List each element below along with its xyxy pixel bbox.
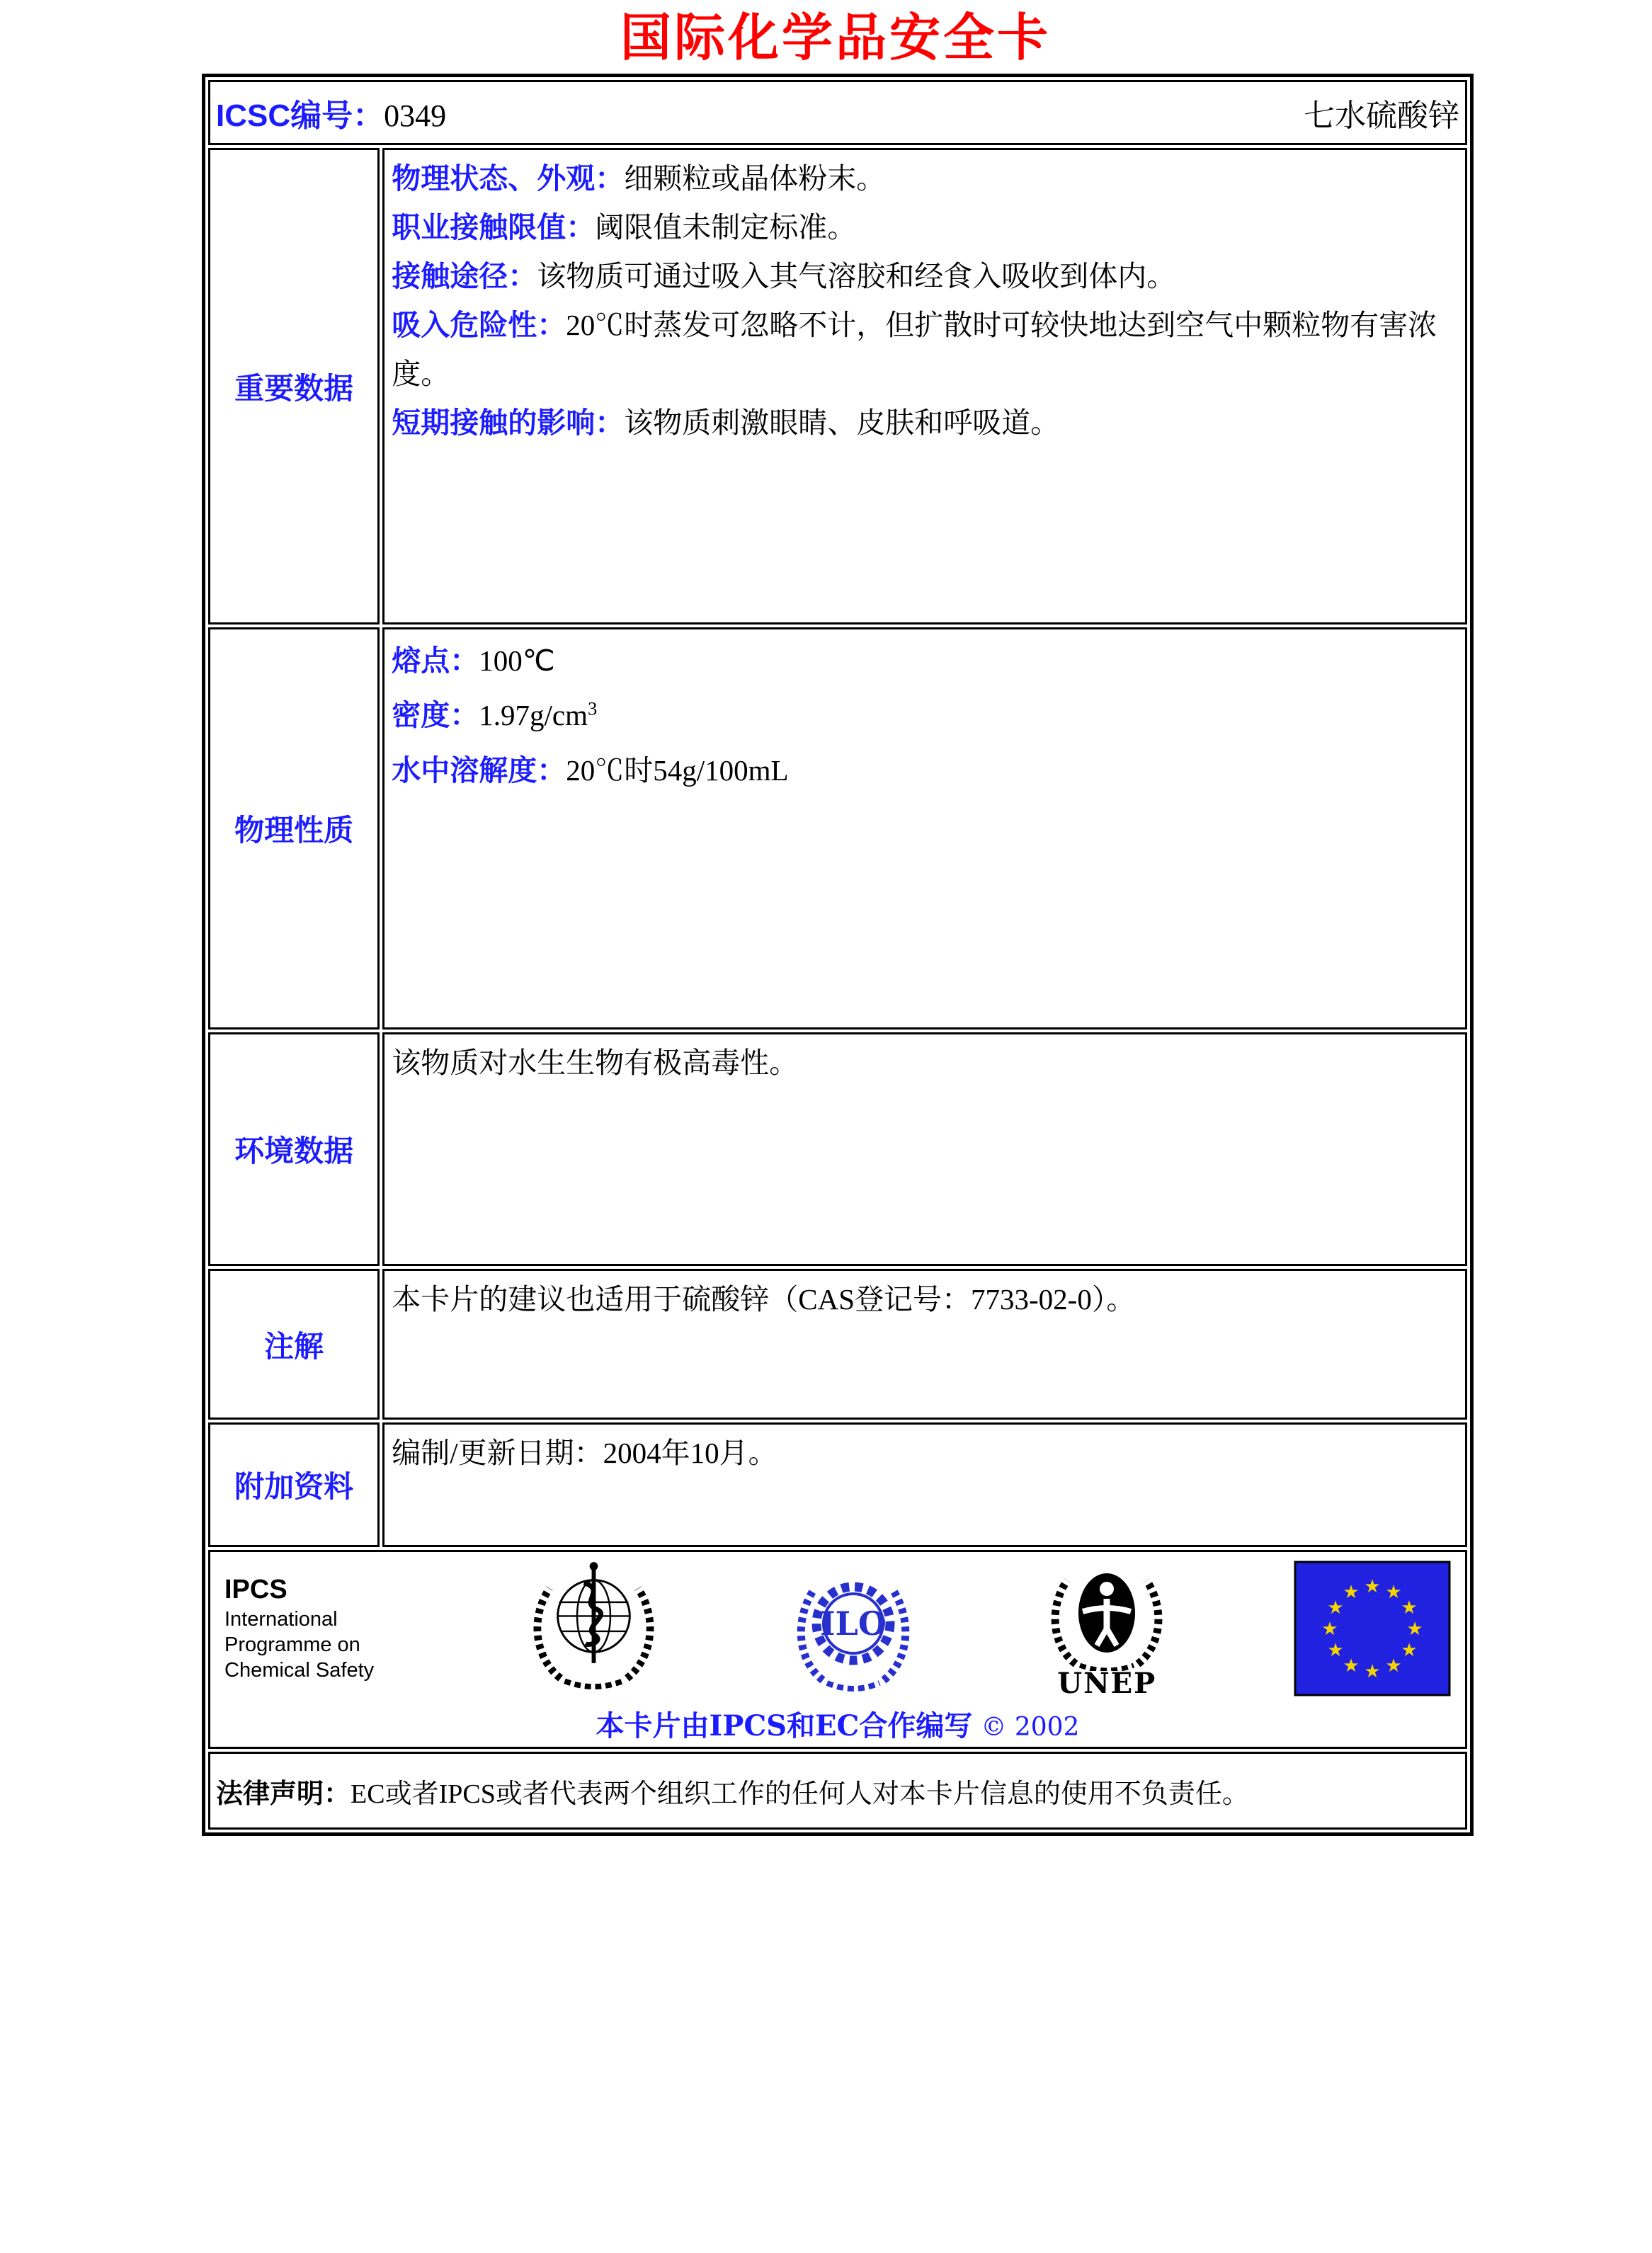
ipcs-text-block: [224, 1574, 401, 1683]
field-occupational-limit: 职业接触限值：阈限值未制定标准。: [392, 211, 857, 244]
field-inhalation-risk: 吸入危险性：20℃时蒸发可忽略不计，但扩散时可较快地达到空气中颗粒物有害浓度。: [392, 309, 1437, 390]
svg-text:★: ★: [1343, 1582, 1360, 1604]
substance-name: 七水硫酸锌: [1304, 98, 1459, 134]
unep-logo-caption: UNEP: [1057, 1666, 1157, 1700]
section-body-physical-properties: [382, 627, 1467, 1029]
svg-text:★: ★: [1364, 1576, 1381, 1598]
section-label-important-data: 重要数据: [208, 148, 380, 624]
svg-text:★: ★: [1385, 1655, 1402, 1677]
svg-text:★: ★: [1364, 1661, 1381, 1683]
legal-notice-label: 法律声明：: [216, 1779, 351, 1809]
logos-row: [208, 1550, 1467, 1749]
ipcs-title: IPCS: [224, 1575, 287, 1605]
copyright-year: © 2002: [981, 1713, 1080, 1742]
svg-text:★: ★: [1343, 1655, 1360, 1677]
header-row: [208, 80, 1467, 145]
field-physical-state: 物理状态、外观：细颗粒或晶体粉末。: [392, 162, 886, 195]
legal-notice-text: EC或者IPCS或者代表两个组织工作的任何人对本卡片信息的使用不负责任。: [351, 1779, 1249, 1809]
ipcs-line-2: Programme on: [224, 1633, 360, 1657]
copyright-text: 本卡片由IPCS和EC合作编写: [596, 1709, 973, 1743]
who-logo-icon: [518, 1558, 670, 1699]
section-label-notes: 注解: [208, 1269, 380, 1420]
copyright-line: [220, 1704, 1455, 1744]
field-notes-text: 本卡片的建议也适用于硫酸锌（CAS登记号：7733-02-0）。: [392, 1283, 1136, 1316]
section-label-physical-properties: 物理性质: [208, 627, 380, 1029]
svg-text:★: ★: [1321, 1619, 1338, 1641]
ipcs-line-1: International: [224, 1607, 338, 1631]
section-row-important-data: [208, 148, 1467, 624]
section-body-environmental-data: [382, 1032, 1467, 1266]
eu-flag-icon: [1294, 1561, 1451, 1696]
logos-cell: [208, 1550, 1467, 1749]
section-label-environmental-data: 环境数据: [208, 1032, 380, 1266]
page-title: 国际化学品安全卡: [620, 7, 1051, 67]
section-row-additional-info: [208, 1422, 1467, 1547]
section-label-additional-info: 附加资料: [208, 1422, 380, 1547]
ipcs-line-3: Chemical Safety: [224, 1659, 375, 1682]
svg-text:ILO: ILO: [819, 1604, 887, 1643]
field-short-term-effects: 短期接触的影响：该物质刺激眼睛、皮肤和呼吸道。: [392, 406, 1060, 439]
unep-logo-icon: [1036, 1558, 1178, 1700]
section-body-notes: [382, 1269, 1467, 1420]
safety-card-table: [202, 74, 1474, 1836]
svg-text:★: ★: [1401, 1597, 1418, 1619]
field-density: 密度：$1.97g/cm^3$: [392, 697, 598, 732]
icsc-number-group: [216, 90, 446, 135]
field-exposure-routes: 接触途径：该物质可通过吸入其气溶胶和经食入吸收到体内。: [392, 260, 1176, 293]
svg-text:★: ★: [1406, 1619, 1423, 1641]
section-row-physical-properties: [208, 627, 1467, 1029]
icsc-number-value: 0349: [384, 98, 447, 134]
header-cell: [208, 80, 1467, 145]
svg-text:★: ★: [1327, 1597, 1344, 1619]
legal-row: [208, 1752, 1467, 1830]
svg-text:★: ★: [1385, 1582, 1402, 1604]
section-body-important-data: [382, 148, 1467, 624]
icsc-number-label: ICSC编号：: [216, 98, 384, 134]
field-water-solubility: 水中溶解度：20℃时54g/100mL: [392, 753, 789, 787]
field-melting-point: 熔点：100℃: [392, 644, 555, 678]
ilo-logo-icon: [786, 1561, 921, 1696]
svg-text:★: ★: [1327, 1640, 1344, 1662]
svg-text:★: ★: [1401, 1640, 1418, 1662]
section-row-notes: [208, 1269, 1467, 1420]
legal-cell: [208, 1752, 1467, 1830]
section-row-environmental-data: [208, 1032, 1467, 1266]
field-update-date: 编制/更新日期：2004年10月。: [392, 1437, 777, 1470]
field-env-toxicity: 该物质对水生生物有极高毒性。: [392, 1046, 799, 1080]
section-body-additional-info: [382, 1422, 1467, 1547]
density-superscript: 3: [588, 697, 598, 719]
